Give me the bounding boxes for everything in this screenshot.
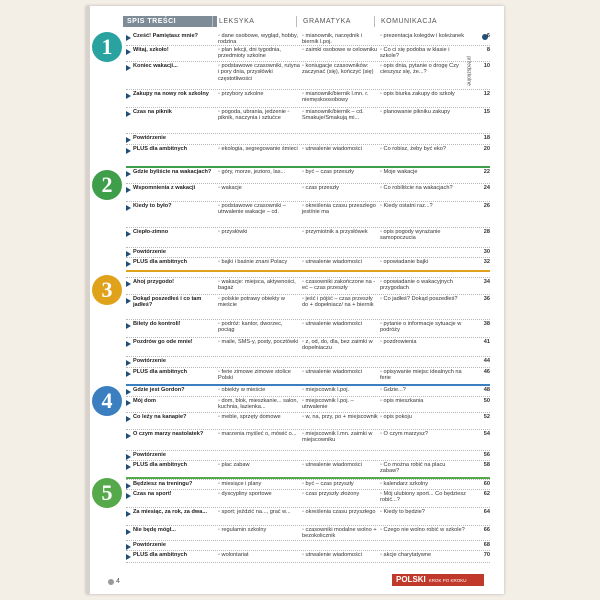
page-ref: 8 [486,47,490,53]
leksyka-cell: ◦ plan lekcji, dni tygodnia, przedmioty szkolne [218,47,281,60]
lesson-title: Dokąd poszedłeś i co tam jadłeś? [126,296,215,309]
arrow-icon [126,360,131,366]
arrow-icon [126,323,131,329]
toc-title: SPIS TREŚCI [123,16,217,27]
page-ref: 62 [483,491,490,497]
gramatyka-cell: ◦ jeść i pójść – czas przeszły do + dopełniacz/ na + biernik [302,296,374,309]
footer-dot-icon [108,579,114,585]
col-header-gramatyka: GRAMATYKA [296,16,375,27]
lesson-title: Czas na piknik [126,109,215,115]
page-ref: 58 [483,462,490,468]
arrow-icon [126,281,131,287]
lesson-title: PLUS dla ambitnych [126,146,215,152]
leksyka-cell: ◦ ferie zimowe zimowe stolice Polski [218,369,291,382]
lesson-title: Czas na sport! [126,491,215,497]
gramatyka-cell: ◦ miejscownik l.mn. zaimki w miejscowniku [302,431,373,444]
arrow-icon [126,416,131,422]
toc-row[interactable] [126,386,490,397]
toc-row[interactable] [126,551,490,563]
leksyka-cell: ◦ pogoda, ubrania, jedzenie ◦ piknik, naczynia i sztućce [218,109,290,122]
page-ref: 70 [483,552,490,558]
arrow-icon [126,148,131,154]
arrow-icon [126,65,131,71]
page-ref: 66 [483,527,490,533]
arrow-icon [126,454,131,460]
page-ref: 54 [483,431,490,437]
leksyka-cell: ◦ przybory szkolne [218,91,264,97]
arrow-icon [126,93,131,99]
komunikacja-cell: ◦ Mój ulubiony sport... Co będziesz robić...? [380,491,466,504]
brand-logo: POLSKI KROK PO KROKU [392,574,484,586]
leksyka-cell: ◦ meble, sprzęty domowe [218,414,281,420]
gramatyka-cell: ◦ czas przyszły złożony [302,491,360,497]
leksyka-cell: ◦ ekologia, segregowanie śmieci [218,146,298,152]
unit-badge: 4 [92,386,122,416]
gramatyka-cell: ◦ przymiotnik a przysłówek [302,229,368,235]
lesson-title: Koniec wakacji... [126,63,215,69]
page-ref: 36 [483,296,490,302]
lesson-title: PLUS dla ambitnych [126,369,215,375]
page-ref: 64 [483,509,490,515]
gramatyka-cell: ◦ utrwalenie wiadomości [302,146,362,152]
arrow-icon [126,171,131,177]
arrow-icon [126,187,131,193]
toc-row[interactable] [126,108,490,134]
komunikacja-cell: ◦ Co ci się podoba w klasie i szkole? [380,47,450,60]
page-ref: 24 [483,185,490,191]
komunikacja-cell: ◦ akcje charytatywne [380,552,432,558]
leksyka-cell: ◦ obiekty w mieście [218,387,266,393]
arrow-icon [126,111,131,117]
unit-separator [126,166,490,168]
lesson-title: Powtórzenie [126,249,215,255]
lesson-title: Powtórzenie [126,542,215,548]
leksyka-cell: ◦ miesiące i plany [218,481,262,487]
leksyka-cell: ◦ przysłówki [218,229,248,235]
arrow-icon [126,137,131,143]
page-ref: 26 [483,203,490,209]
gramatyka-cell: ◦ mianownik, narzędnik i biernik l.poj. [302,33,363,46]
lesson-title: Ahoj przygodo! [126,279,215,285]
unit-badge: 2 [92,170,122,200]
lesson-title: Będziesz na treningu? [126,481,215,487]
gramatyka-cell: ◦ czasowniki zakończone na -eć – czas przeszły [302,279,376,292]
toc-row[interactable] [126,32,490,46]
toc-row[interactable] [126,295,490,320]
lesson-title: Co leży na kanapie? [126,414,215,420]
toc-row[interactable] [126,278,490,295]
arrow-icon [126,483,131,489]
lesson-title: Zakupy na nowy rok szkolny [126,91,215,97]
gramatyka-cell: ◦ miejscownik l.poj. [302,387,350,393]
toc-row[interactable] [126,248,490,258]
unit-separator [126,477,490,479]
komunikacja-cell: ◦ opis mieszkania [380,398,424,404]
komunikacja-cell: ◦ kalendarz szkolny [380,481,428,487]
leksyka-cell: ◦ góry, morze, jezioro, las... [218,169,286,175]
lesson-title: Za miesiąc, za rok, za dwa... [126,509,215,515]
page-number: 4 [116,578,120,585]
lesson-title: Gdzie byliście na wakacjach? [126,169,215,175]
arrow-icon [126,529,131,535]
komunikacja-cell: ◦ opis dnia, pytanie o drogę Czy cieszysz się, że...? [380,63,459,76]
page-ref: 32 [483,259,490,265]
lesson-title: PLUS dla ambitnych [126,259,215,265]
komunikacja-cell: ◦ Co można robić na placu zabaw? [380,462,446,475]
gramatyka-cell: ◦ utrwalenie wiadomości [302,552,362,558]
toc-row[interactable] [126,430,490,451]
page-ref: 10 [483,63,490,69]
komunikacja-cell: ◦ Gdzie...? [380,387,406,393]
komunikacja-cell: ◦ pytanie o informacje sytuacje w podróży [380,321,462,334]
page-ref: 34 [483,279,490,285]
gramatyka-cell: ◦ być – czas przyszły [302,481,354,487]
page-ref: 56 [483,452,490,458]
lesson-title: Witaj, szkoło! [126,47,215,53]
toc-row[interactable] [126,451,490,461]
lesson-title: PLUS dla ambitnych [126,462,215,468]
toc-row[interactable] [126,541,490,551]
toc-row[interactable] [126,134,490,145]
page-ref: 44 [483,358,490,364]
unit-separator [126,270,490,272]
leksyka-cell: ◦ dane osobowe, wygląd, hobby, rodzina [218,33,298,46]
lesson-title: PLUS dla ambitnych [126,552,215,558]
toc-row[interactable] [126,184,490,202]
lesson-title: Cześć! Pamiętasz mnie? [126,33,215,39]
toc-row[interactable] [126,145,490,168]
lesson-title: Mój dom [126,398,215,404]
komunikacja-cell: ◦ opowiadanie bajki [380,259,429,265]
page-ref: 50 [483,398,490,404]
page-ref: 68 [483,542,490,548]
arrow-icon [126,389,131,395]
page-ref: 52 [483,414,490,420]
page-ref: 60 [483,481,490,487]
toc-row[interactable] [126,413,490,430]
gramatyka-cell: ◦ mianownik/biernik – cd. Smakuje/Smakują mi... [302,109,364,122]
unit-badge: 1 [92,32,122,62]
leksyka-cell: ◦ wakacje: miejsca, aktywności, bagaż [218,279,296,292]
toc-row[interactable] [126,357,490,368]
lesson-title: Kiedy to było? [126,203,215,209]
komunikacja-cell: ◦ Kiedy ostatni raz...? [380,203,433,209]
leksyka-cell: ◦ bajki i baśnie znani Polacy [218,259,288,265]
gramatyka-cell: ◦ utrwalenie wiadomości [302,462,362,468]
lesson-title: Nie będę mógł... [126,527,215,533]
leksyka-cell: ◦ wolontariat [218,552,249,558]
lesson-title: Gdzie jest Gordon? [126,387,215,393]
page-ref: 46 [483,369,490,375]
gramatyka-cell: ◦ utrwalenie wiadomości [302,259,362,265]
page-ref: 30 [483,249,490,255]
lesson-title: Wspomnienia z wakacji [126,185,215,191]
toc-row[interactable] [126,168,490,184]
arrow-icon [126,231,131,237]
leksyka-cell: ◦ podróż: kantor, dworzec, pociąg [218,321,283,334]
leksyka-cell: ◦ regulamin szkolny [218,527,267,533]
leksyka-cell: ◦ podstawowe czasowniki, rutyna i pory dnia, przysłówki częstotliwości [218,63,300,82]
lesson-title: Ciepło-zimno [126,229,215,235]
leksyka-cell: ◦ marzenia myśleć o, mówić o... [218,431,297,437]
gramatyka-cell: ◦ koniugacje czasowników: zaczynać (się), kończyć (się) [302,63,374,76]
side-label: przedszkolne [465,56,472,86]
komunikacja-cell: ◦ Moje wakacje [380,169,418,175]
arrow-icon [126,493,131,499]
gramatyka-cell: ◦ określenia czasu przeszłego jest/nie ma [302,203,376,216]
toc-row[interactable] [126,90,490,108]
arrow-icon [126,400,131,406]
lesson-title: Powtórzenie [126,452,215,458]
lesson-title: O czym marzy nastolatek? [126,431,215,437]
col-header-leksyka: LEKSYKA [212,16,297,27]
toc-row[interactable] [126,526,490,541]
toc-row[interactable] [126,202,490,228]
toc-row[interactable] [126,508,490,526]
komunikacja-cell: ◦ prezentacja kolegów i koleżanek [380,33,465,39]
unit-separator [126,384,490,386]
page-ref: 48 [483,387,490,393]
komunikacja-cell: ◦ Co jadłeś? Dokąd poszedłeś? [380,296,458,302]
toc-row[interactable] [126,320,490,338]
arrow-icon [126,554,131,560]
leksyka-cell: ◦ polskie potrawy obiekty w mieście [218,296,285,309]
arrow-icon [126,298,131,304]
gramatyka-cell: ◦ w, na, przy, po + miejscownik [302,414,378,420]
arrow-icon [126,464,131,470]
toc-row[interactable] [126,397,490,413]
gramatyka-cell: ◦ czasowniki modalne wolno + bezokolicznik [302,527,377,540]
col-header-komunikacja: KOMUNIKACJA [374,16,461,27]
lesson-title: Powtórzenie [126,135,215,141]
page-ref: 41 [483,339,490,345]
lesson-title: Bilety do kontroli! [126,321,215,327]
gramatyka-cell: ◦ czas przeszły [302,185,340,191]
arrow-icon [126,49,131,55]
page-ref: 22 [483,169,490,175]
komunikacja-cell: ◦ pozdrowienia [380,339,417,345]
komunikacja-cell: ◦ Czego nie wolno robić w szkole? [380,527,465,533]
leksyka-cell: ◦ plac zabaw [218,462,250,468]
gramatyka-cell: ◦ z, od, do, dla, bez zaimki w dopełniaczu [302,339,373,352]
page-ref: 6 [486,33,490,39]
page-ref: 18 [483,135,490,141]
page-ref: 28 [483,229,490,235]
arrow-icon [126,511,131,517]
leksyka-cell: ◦ sport; jeździć na..., grać w... [218,509,291,515]
toc-row[interactable] [126,46,490,62]
arrow-icon [126,433,131,439]
page-ref: 12 [483,91,490,97]
toc-row[interactable] [126,62,490,90]
gramatyka-cell: ◦ zaimki osobowe w celowniku [302,47,378,53]
unit-badge: 5 [92,478,122,508]
komunikacja-cell: ◦ opis biurka zakupy do szkoły [380,91,455,97]
unit-badge: 3 [92,275,122,305]
komunikacja-cell: ◦ Kiedy to będzie? [380,509,425,515]
komunikacja-cell: ◦ opis pogody wyrażanie samopoczucia [380,229,441,242]
gramatyka-cell: ◦ być – czas przeszły [302,169,355,175]
leksyka-cell: ◦ wakacje [218,185,242,191]
komunikacja-cell: ◦ opis pokoju [380,414,412,420]
komunikacja-cell: ◦ Co robisz, żeby być eko? [380,146,447,152]
arrow-icon [126,544,131,550]
gramatyka-cell: ◦ utrwalenie wiadomości [302,321,362,327]
komunikacja-cell: ◦ opowiadanie o wakacyjnych przygodach [380,279,453,292]
arrow-icon [126,251,131,257]
arrow-icon [126,261,131,267]
arrow-icon [126,35,131,41]
page-ref: 20 [483,146,490,152]
toc-row[interactable] [126,258,490,278]
gramatyka-cell: ◦ miejscownik l.poj. – utrwalenie [302,398,354,411]
toc-row[interactable] [126,490,490,508]
page-ref: 15 [483,109,490,115]
arrow-icon [126,371,131,377]
leksyka-cell: ◦ dyscypliny sportowe [218,491,272,497]
lesson-title: Powtórzenie [126,358,215,364]
komunikacja-cell: ◦ Co robiliście na wakacjach? [380,185,453,191]
gramatyka-cell: ◦ określenia czasu przyszłego [302,509,376,515]
arrow-icon [126,341,131,347]
toc-row[interactable] [126,338,490,357]
lesson-title: Pozdrów go ode mnie! [126,339,215,345]
page-ref: 38 [483,321,490,327]
komunikacja-cell: ◦ planowanie pikniku zakupy [380,109,451,115]
komunikacja-cell: ◦ O czym marzysz? [380,431,428,437]
toc-row[interactable] [126,228,490,248]
gramatyka-cell: ◦ mianownik/biernik l.mn. r. niemęskoosobowy [302,91,369,104]
toc-row[interactable] [126,480,490,490]
book-spine [86,6,90,594]
leksyka-cell: ◦ dom, blok, mieszkanie... salon, kuchnia, łazienka... [218,398,299,411]
komunikacja-cell: ◦ opisywanie miejsc idealnych na ferie [380,369,462,382]
gramatyka-cell: ◦ utrwalenie wiadomości [302,369,362,375]
leksyka-cell: ◦ maile, SMS-y, posty, pocztówki [218,339,299,345]
leksyka-cell: ◦ podstawowe czasowniki – utrwalenie wakacje – cd. [218,203,286,216]
arrow-icon [126,205,131,211]
